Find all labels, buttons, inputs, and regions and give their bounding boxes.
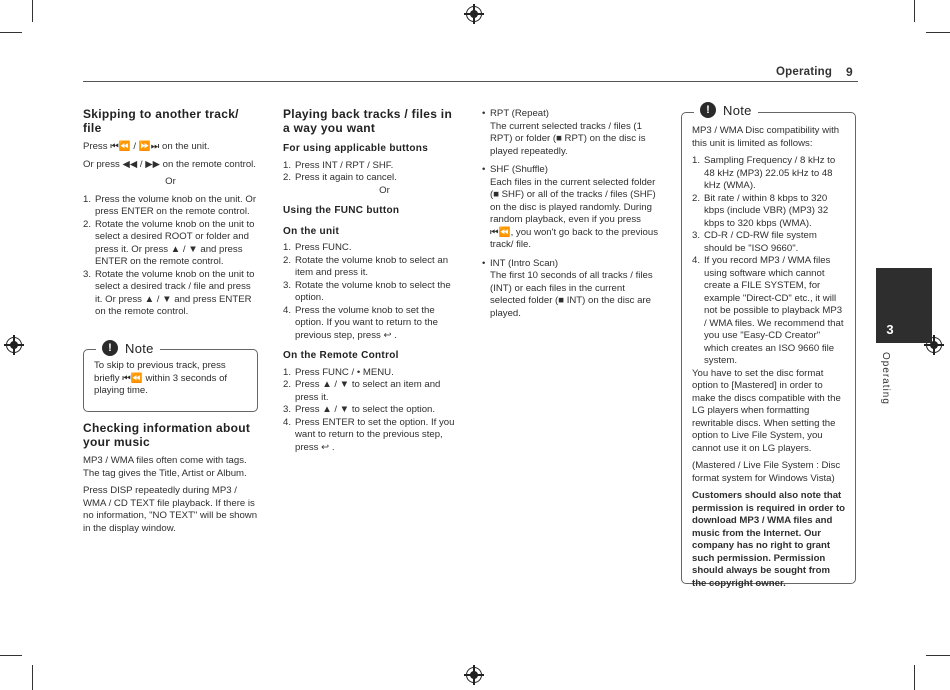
mode-list: [482, 108, 662, 320]
exclamation-icon: !: [102, 340, 118, 356]
list-item: 3. Rotate the volume knob to select the option.: [283, 279, 451, 303]
column-1-lower: [83, 422, 258, 540]
list-item: 3. CD-R / CD-RW file system should be "ISO 9660".: [692, 230, 817, 254]
chapter-number: 3: [886, 322, 894, 337]
list-item: 1. Press INT / RPT / SHF.: [283, 159, 394, 171]
remote-title: On the Remote Control: [283, 350, 399, 361]
registration-mark-icon: [6, 337, 22, 353]
list-item: 2. Press ▲ / ▼ to select an item and press it.: [283, 379, 441, 403]
crop-mark: [32, 0, 33, 22]
disc-format-paragraph: You have to set the disc format option to [Mastered] in order to make the discs compatible with the LG players when formatting rewritable discs. When setting the option to Live File System, you cannot use it on LG players.: [692, 367, 841, 454]
note-box: [83, 349, 258, 412]
permission-paragraph: Customers should also note that permission is required in order to download MP3 / WMA files and music from the Internet. Our company has no right to grant such permission. Permission should always be sought from the copyright owner.: [692, 490, 845, 589]
page-number: 9: [846, 65, 853, 79]
disc-format-note: (Mastered / Live File System : Disc format system for Windows Vista): [692, 460, 841, 484]
crop-mark: [926, 655, 950, 656]
skip-steps: [83, 194, 258, 319]
compatibility-note-box: [681, 112, 856, 589]
crop-mark: [0, 32, 22, 33]
header-rule: [83, 81, 858, 82]
compatibility-intro: MP3 / WMA Disc compatibility with this unit is limited as follows:: [692, 125, 840, 149]
registration-mark-icon: [466, 6, 482, 22]
note-label: Note: [723, 102, 752, 118]
crop-mark: [32, 665, 33, 690]
func-title: Using the FUNC button: [283, 205, 400, 216]
compatibility-content: [692, 125, 845, 590]
list-item: 2. Bit rate / within 8 kbps to 320 kbps (include VBR) (MP3) 32 kbps to 320 kbps (WMA).: [692, 192, 829, 229]
playback-title: Playing back tracks / files in a way you want: [283, 107, 453, 135]
list-item: 4. If you record MP3 / WMA files using software which cannot create a FILE SYSTEM, for example "Direct-CD" etc., it will not be possible to playback MP3 / WMA files. We recommend that you use "Easy-CD Creator" which creates an ISO 9660 file system.: [692, 255, 844, 366]
or-text: Or: [165, 176, 176, 187]
note-text: To skip to previous track, press briefly ⏮⏪ within 3 seconds of playing time.: [94, 360, 228, 396]
mode-title: • RPT (Repeat): [490, 108, 550, 119]
header-section-title: Operating: [776, 66, 833, 78]
list-item: [482, 108, 662, 158]
applicable-steps: [283, 160, 461, 185]
list-item: [482, 258, 662, 321]
press-unit-text: Press ⏮⏪ / ⏩⏭ on the unit.: [83, 141, 210, 152]
press-remote-text: Or press ◀◀ / ▶▶ on the remote control.: [83, 158, 256, 170]
mode-text: The current selected tracks / files (1 RPT) or folder (■ RPT) on the disc is played repeatedly.: [490, 120, 646, 157]
list-item: 2. Press it again to cancel.: [283, 172, 397, 183]
chapter-label: Operating: [880, 352, 891, 405]
crop-mark: [914, 0, 915, 22]
list-item: 3. Press ▲ / ▼ to select the option.: [283, 404, 436, 415]
note-label: Note: [125, 340, 154, 356]
list-item: 1. Press FUNC / • MENU.: [283, 366, 394, 378]
or-text: Or: [379, 184, 390, 196]
mode-title: • INT (Intro Scan): [490, 257, 559, 269]
column-3: [482, 108, 662, 326]
compatibility-limits: [692, 155, 845, 368]
note-heading: [694, 102, 758, 118]
list-item: 1. Press the volume knob on the unit. Or press ENTER on the remote control.: [83, 193, 257, 217]
mode-text: The first 10 seconds of all tracks / files (INT) or each files in the current selected folder (■ INT) on the disc are played.: [490, 270, 653, 319]
column-2: [283, 108, 461, 454]
column-1: [83, 108, 258, 319]
list-item: 2. Rotate the volume knob to select an item and press it.: [283, 254, 449, 278]
check-paragraph: MP3 / WMA files often come with tags. The tag gives the Title, Artist or Album.: [83, 455, 247, 479]
list-item: 4. Press the volume knob to set the option. If you want to return to the previous step, press ↩ .: [283, 304, 438, 341]
list-item: [482, 164, 662, 252]
exclamation-icon: !: [700, 102, 716, 118]
applicable-title: For using applicable buttons: [283, 143, 429, 154]
list-item: 2. Rotate the volume knob on the unit to select a desired ROOT or folder and press it. Or press ▲ / ▼ and press ENTER on the remote control.: [83, 218, 255, 267]
skip-title: Skipping to another track/ file: [83, 107, 239, 135]
unit-title: On the unit: [283, 225, 340, 237]
check-paragraph: Press DISP repeatedly during MP3 / WMA / CD TEXT file playback. If there is no information, "NO TEXT" will be shown in the display window.: [83, 485, 258, 534]
crop-mark: [0, 655, 22, 656]
mode-text: Each files in the current selected folder (■ SHF) or all of the tracks / files (SHF) on the disc is played randomly. During random playback, even if you press ⏮⏪, you won't go back to the previous track/ file.: [490, 176, 659, 250]
unit-steps: [283, 242, 461, 342]
registration-mark-icon: [466, 667, 482, 683]
list-item: 3. Rotate the volume knob on the unit to select a desired track / file and press it. Or press ▲ / ▼ and press ENTER on the remote control.: [83, 268, 255, 317]
list-item: 4. Press ENTER to set the option. If you want to return to the previous step, press ↩ .: [283, 416, 455, 453]
list-item: 1. Sampling Frequency / 8 kHz to 48 kHz (MP3) 22.05 kHz to 48 kHz (WMA).: [692, 155, 836, 191]
remote-steps: [283, 367, 461, 455]
note-heading: [96, 340, 160, 356]
mode-title: • SHF (Shuffle): [490, 164, 548, 175]
crop-mark: [914, 665, 915, 690]
list-item: 1. Press FUNC.: [283, 242, 352, 253]
crop-mark: [926, 32, 950, 33]
check-title: Checking information about your music: [83, 421, 251, 449]
